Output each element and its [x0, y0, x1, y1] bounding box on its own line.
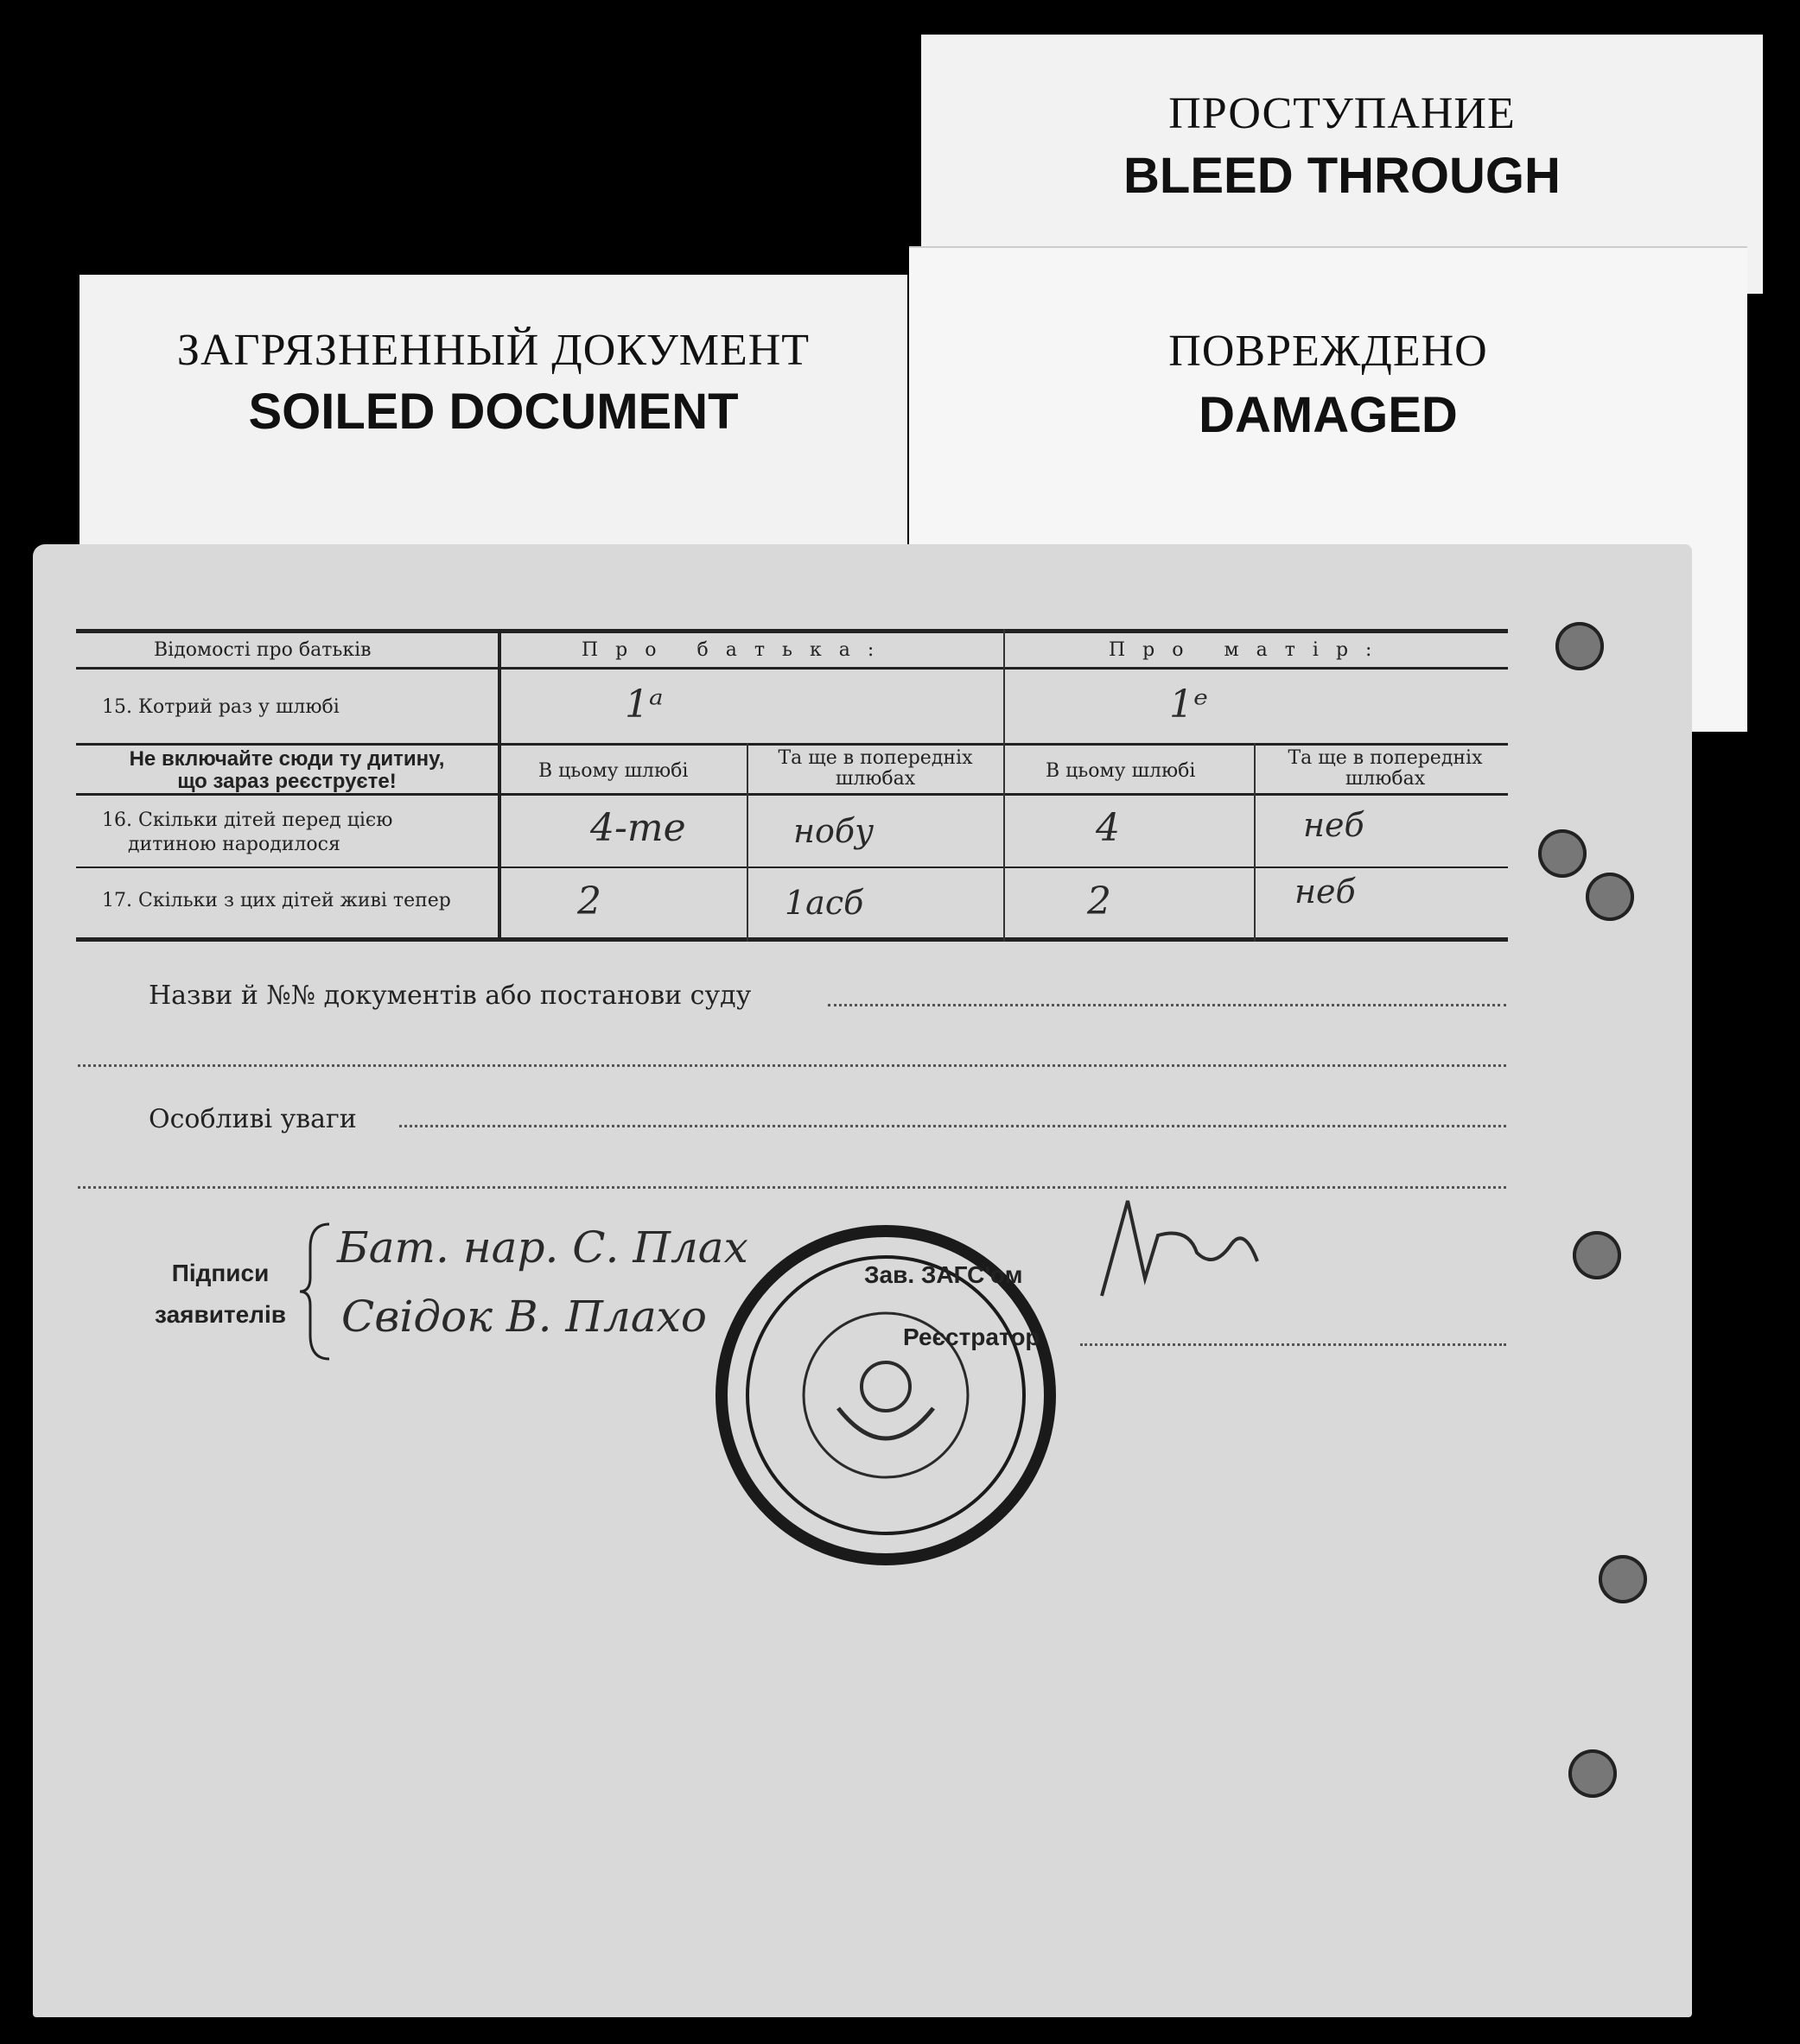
row16-mother-prev: неб: [1303, 806, 1364, 844]
row16-label: [102, 809, 392, 857]
punch-hole: [1586, 873, 1634, 921]
row15-father-value: 1ᵃ: [625, 682, 664, 727]
row17-father-prev: 1асб: [785, 884, 864, 922]
exclusion-note-line2: що зараз реєструєте!: [177, 770, 397, 793]
documents-line-2: [78, 1064, 1506, 1067]
special-notes-line-2: [78, 1186, 1506, 1189]
mother-prev-line2: шлюбах: [1345, 768, 1426, 790]
father-this-marriage-header: В цьому шлюбі: [538, 760, 689, 782]
punch-hole: [1555, 622, 1604, 670]
soiled-card: [80, 275, 907, 560]
head-of-registry-label: Зав. ЗАГС'ом: [864, 1261, 1023, 1288]
punch-hole: [1538, 829, 1587, 878]
row16-label-line2: дитиною народилося: [128, 834, 340, 855]
parents-table: [76, 629, 1508, 940]
bleed-through-en: BLEED THROUGH: [1123, 148, 1561, 204]
exclusion-note: [76, 748, 498, 793]
mother-prev-line1: Та ще в попередніх: [1288, 747, 1483, 769]
row17-father-this: 2: [577, 879, 601, 924]
row16-father-this: 4-те: [590, 806, 686, 850]
punch-hole: [1573, 1231, 1621, 1279]
soiled-en: SOILED DOCUMENT: [248, 384, 739, 440]
row16-father-prev: нобу: [793, 812, 875, 850]
punch-hole: [1568, 1749, 1617, 1798]
row15-label: 15. Котрий раз у шлюбі: [102, 696, 340, 718]
father-prev-marriages-header: [759, 748, 992, 790]
mother-prev-marriages-header: [1264, 748, 1506, 790]
registrar-label: Реєстратор: [903, 1324, 1040, 1350]
brace-icon: [298, 1222, 333, 1361]
registrar-line: [1080, 1343, 1506, 1346]
signatures-line2: заявителів: [155, 1301, 286, 1328]
row16-label-line1: 16. Скільки дітей перед цією: [102, 809, 393, 831]
documents-line: [828, 1004, 1506, 1006]
mother-this-marriage-header: В цьому шлюбі: [1046, 760, 1196, 782]
header-father: Про батька:: [582, 639, 892, 661]
father-signature: Бат. нар. С. Плах: [337, 1222, 748, 1273]
row17-mother-this: 2: [1087, 879, 1111, 924]
damaged-ru: ПОВРЕЖДЕНО: [1168, 327, 1488, 376]
punch-hole: [1599, 1555, 1647, 1603]
row15-mother-value: 1ᵉ: [1169, 682, 1209, 727]
row17-label: 17. Скільки з цих дітей живі тепер: [102, 890, 451, 911]
special-notes-line: [399, 1125, 1506, 1127]
row16-mother-this: 4: [1096, 806, 1120, 850]
soiled-ru: ЗАГРЯЗНЕННЫЙ ДОКУМЕНТ: [176, 326, 811, 375]
damaged-en: DAMAGED: [1199, 387, 1458, 443]
witness-signature: Свідок В. Плахо: [341, 1292, 707, 1342]
signatures-line1: Підписи: [171, 1260, 270, 1286]
header-mother: Про матір:: [1109, 639, 1390, 661]
header-parents-info: Відомості про батьків: [154, 639, 372, 661]
father-prev-line1: Та ще в попередніх: [778, 747, 973, 769]
applicants-signatures-label: [130, 1253, 311, 1336]
bleed-through-ru: ПРОСТУПАНИЕ: [1168, 89, 1516, 138]
father-prev-line2: шлюбах: [835, 768, 916, 790]
special-notes-label: Особливі уваги: [149, 1104, 357, 1134]
documents-label: Назви й №№ документів або постанови суду: [149, 981, 752, 1011]
exclusion-note-line1: Не включайте сюди ту дитину,: [129, 747, 445, 771]
head-signature: [1093, 1175, 1266, 1304]
row17-mother-prev: неб: [1294, 873, 1356, 911]
